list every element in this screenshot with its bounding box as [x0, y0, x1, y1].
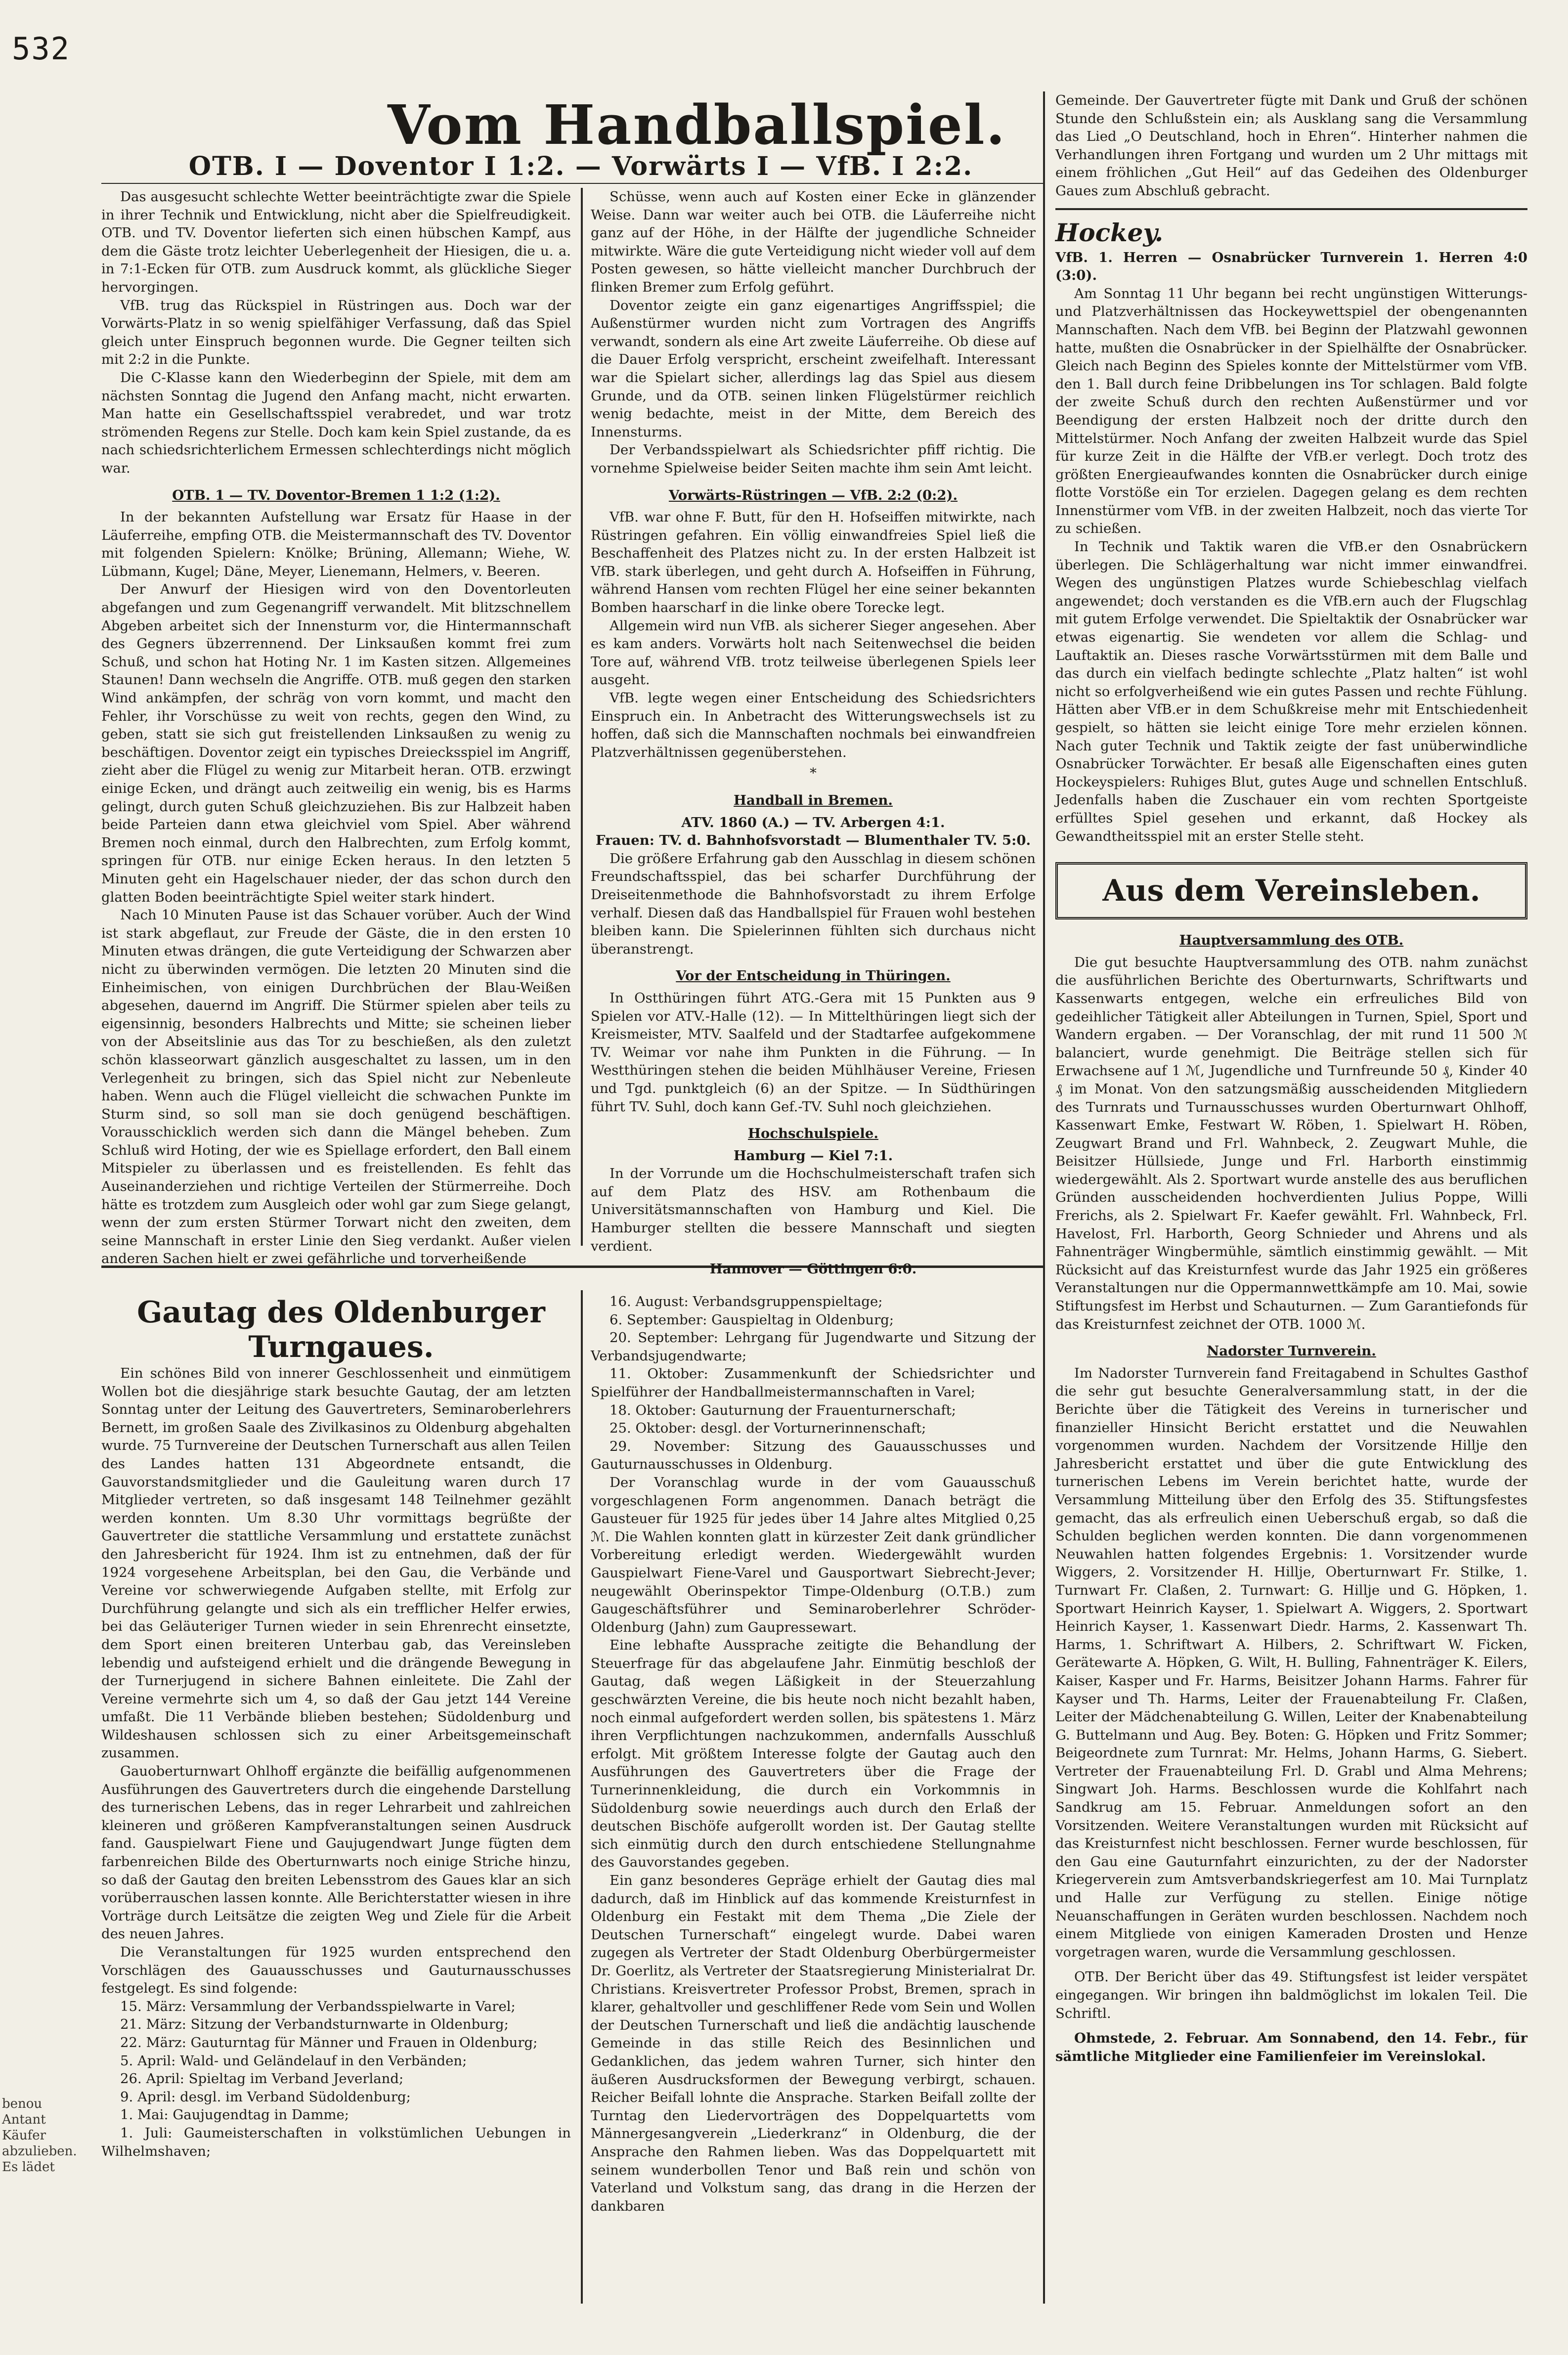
paragraph: Der Anwurf der Hiesigen wird von den Doventorleuten abgefangen und zum Gegenangriff verwandelt. Mit blitzschnellem Abgeben arbeitet sich der Innensturm vor, die Hintermannschaft des Gegners übzerrennend. Der Linksaußen kommt frei zum Schuß, und schon hat Hoting Nr. 1 im Kasten sitzen. Allgemeines Staunen! Dann wechseln die Angriffe. OTB. muß gegen den starken Wind ankämpfen, der schräg von vorn kommt, und macht den Fehler, ihr Vorschüsse zu weit von rechts, gegen den Wind, zu geben, statt sie sich gut freistellenden Linksaußen zu wenig zu beschäftigen. Doventor zeigt ein typisches Dreiecksspiel im Angriff, zieht aber die Flügel zu wenig zur Mitarbeit heran. OTB. erzwingt einige Ecken, und drängt auch zeitweilig ein wenig, bis es Harms gelingt, durch guten Schuß gleichzuziehen. Bis zur Halbzeit haben beide Parteien dann etwa gleichviel vom Spiel. Aber während Bremen noch einmal, durch den Halbrechten, zum Erfolg kommt, springen für OTB. nur einige Ecken heraus. In den letzten 5 Minuten geht ein Hagelschauer nieder, der das schon durch den glatten Boden beeinträchtigte Spiel weiter stark hindert.: [101, 581, 571, 905]
event-item: 15. März: Versammlung der Verbandsspielwarte in Varel;: [120, 1998, 516, 2014]
margin-note: [2, 2096, 77, 2175]
event-item: 21. März: Sitzung der Verbandsturnwarte in Oldenburg;: [120, 2016, 509, 2033]
paragraph: Ein ganz besonderes Gepräge erhielt der Gautag dies mal dadurch, daß im Hinblick auf das kommende Kreisturnfest in Oldenburg ein Festakt mit dem Thema „Die Ziele der Deutschen Turnerschaft“ eingelegt wurde. Dabei waren zugegen als Vertreter der Stadt Oldenburg Oberbürgermeister Dr. Goerlitz, als Vertreter der Staatsregierung Ministerialrat Dr. Christians. Kreisvertreter Professor Probst, Bremen, sprach in klarer, gehaltvoller und geschliffener Rede vom Sein und Wollen der Deutschen Turnerschaft und ließ die andächtig lauschende Gemeinde in das stille Reich des Besinnlichen und Gedanklichen, das jedem wahren Turner, sich hinter den äußeren Ausdrucksformen der Bewegung verbirgt, schauen. Reicher Beifall lohnte die Ansprache. Starken Beifall zollte der Turntag den Liedervorträgen des Doppelquartetts vom Männergesangverein „Liederkranz“ in Oldenburg, die der Ansprache den Rahmen lieben. Was das Doppelquartett mit seinem wunderbollen Tenor und Baß rein und schön von Vaterland und Volkstum sang, das drang in die Herzen der dankbaren: [591, 1873, 1036, 2214]
paragraph: Die C-Klasse kann den Wiederbeginn der Spiele, mit dem am nächsten Sonntag die Jugend den Anfang macht, nicht erwarten. Man hatte ein Gesellschaftsspiel verabredet, und war trotz strömenden Regens zur Stelle. Doch kam kein Spiel zustande, da es nach schiedsrichterlichem Ermessen schlechterdings nicht möglich war.: [101, 369, 571, 476]
paragraph: Nach 10 Minuten Pause ist das Schauer vorüber. Auch der Wind ist stark abgeflaut, zur Freude der Gäste, die in den ersten 10 Minuten etwas drängen, die gute Verteidigung der Schwarzen aber nicht zu überwinden vermögen. Die letzten 20 Minuten sind die Einheimischen, von einigen Durchbrüchen der Blau-Weißen abgesehen, dauernd im Angriff. Die Stürmer spielen aber teils zu eigensinnig, besonders Halbrechts und Mitte; sie scheinen lieber von der Abseitslinie aus das Tor zu beschießen, als den zuletzt schön klasseorwart gänzlich ausgeschaltet zu lassen, um in den Verlegenheit zu bringen, sich das Spiel nicht zur Nebenleute haben. Wenn auch die Flügel vielleicht die schwachen Punkte im Sturm sind, so soll man sie doch genügend beschäftigen. Vorausschicklich werden sich dann die Mängel beheben. Zum Schluß wird Hoting, der wie es Spiellage erfordert, den Ball einem Mitspieler zu überlassen und es freistellenden. Es fehlt das Auseinanderziehen und richtige Verteilen der Stürmerreihe. Doch hätte es trotzdem zum Ausgleich oder wohl gar zum Siege gelangt, wenn der zum ersten Stürmer Torwart nicht den zweiten, dem seine Mannschaft in erster Linie den Sieg verdankt. Außer vielen anderen Sachen hielt er zwei gefährliche und torverheißende: [101, 907, 571, 1267]
paragraph: In der bekannten Aufstellung war Ersatz für Haase in der Läuferreihe, empfing OTB. die Meistermannschaft des TV. Doventor mit folgenden Spielern: Knölke; Brüning, Allemann; Wiehe, W. Lübmann, Kugel; Däne, Meyer, Lienemann, Helmers, v. Beeren.: [101, 509, 571, 579]
gautag-column-1: [101, 1364, 571, 2304]
vereinsleben-box: [1055, 862, 1527, 919]
gautag-title: Gautag des Oldenburger Turngaues.: [137, 1295, 545, 1364]
event-item: 16. August: Verbandsgruppenspieltage;: [610, 1294, 883, 1309]
paragraph: In Ostthüringen führt ATG.-Gera mit 15 Punkten aus 9 Spielen vor ATV.-Halle (12). — In Mittelthüringen liegt sich der Kreismeister, MTV. Saalfeld und der Stadtarfee aufgekommene TV. Weimar vor nahe ihm Punkten in die Führung. — In Westthüringen stehen die beiden Mühlhäuser Vereine, Friesen und Tgd. punktgleich (6) an der Spitze. — In Südthüringen führt TV. Suhl, doch kann Gef.-TV. Suhl noch gleichziehen.: [591, 990, 1036, 1115]
event-item: 22. März: Gauturntag für Männer und Frauen in Oldenburg;: [120, 2034, 538, 2050]
event-item: 5. April: Wald- und Geländelauf in den Verbänden;: [120, 2052, 467, 2069]
paragraph: Der Voranschlag wurde in der vom Gauausschuß vorgeschlagenen Form angenommen. Danach beträgt die Gausteuer für 1925 für jedes über 14 Jahre altes Mitglied 0,25 ℳ. Die Wahlen konnten glatt in kürzester Zeit dank gründlicher Vorbereitung erledigt werden. Wiedergewählt wurden Gauspielwart Fiene-Varel und Gausportwart Siebrecht-Jever; neugewählt Oberinspektor Timpe-Oldenburg (O.T.B.) zum Gaugeschäftsführer und Seminaroberlehrer Schröder-Oldenburg (Jahn) zum Gaupressewart.: [591, 1474, 1036, 1635]
page-number: 532: [12, 31, 70, 67]
paragraph: Der Verbandsspielwart als Schiedsrichter pfiff richtig. Die vornehme Spielweise beider Seiten machte ihm sein Amt leicht.: [591, 442, 1036, 476]
gautag-column-2: [591, 1293, 1036, 2304]
paragraph: In Technik und Taktik waren die VfB.er den Osnabrückern überlegen. Die Schlägerhaltung war nicht immer einwandfrei. Wegen des ungünstigen Platzes wurde Schiebeschlag vielfach angewendet; doch verstanden es die VfB.ern auch der Flugschlag mit gutem Erfolge verwendet. Die Spieltaktik der Osnabrücker war etwas eigenartig. Sie wendeten vor allem die Schlag- und Lauftaktik an. Dieses rasche Vorwärtsstürmen mit dem Balle und das durch ein vielfach bedingte schlechte „Platz halten“ ist wohl nicht so erfolgverheißend wie ein gutes Passen und rechte Fühlung. Hätten aber VfB.er in dem Schußkreise mehr mit Entschiedenheit gespielt, so hätten sie leicht einige Tore mehr erzielen können. Nach guter Technik und Taktik zeigte der fast unüberwindliche Osnabrücker Torwächter. Er besaß alle Eigenschaften eines guten Hockeyspielers: Ruhiges Blut, gutes Auge und schnellen Entschluß. Jedenfalls haben die Zuschauer ein vom rechten Sportgeiste erfülltes Spiel gesehen und erkannt, daß Hockey als Gewandtheitsspiel mit an erster Stelle steht.: [1055, 539, 1527, 844]
handball-subtitle: OTB. I — Doventor I 1:2. — Vorwärts I — VfB. I 2:2.: [188, 151, 973, 181]
thueringen-heading: Vor der Entscheidung in Thüringen.: [676, 968, 951, 984]
paragraph: Am Sonntag 11 Uhr begann bei recht ungünstigen Witterungs- und Platzverhältnissen das Hockeywettspiel der obengenannten Mannschaften. Nach dem VfB. bei Beginn der Platzwahl gewonnen hatte, mußten die Osnabrücker in der Spielhälfte der Osnabrücker. Gleich nach Beginn des Spieles konnte der Mittelstürmer vom VfB. den 1. Ball durch feine Dribbelungen ins Tor schlagen. Bald folgte der zweite Schuß durch den rechten Außenstürmer und vor Beendigung der ersten Halbzeit noch der dritte durch den Mittelstürmer. Noch Anfang der zweiten Halbzeit wurde das Spiel für kurze Zeit in die Hälfte der VfB.er verlegt. Doch trotz des größten Energieaufwandes konnten die Osnabrücker durch einige flotte Vorstöße ein Tor erzielen. Dagegen gelang es dem rechten Innenstürmer vom VfB. in der zweiten Halbzeit, noch das vierte Tor zu schießen.: [1055, 285, 1527, 537]
bremen-result-1: ATV. 1860 (A.) — TV. Arbergen 4:1.: [681, 814, 945, 830]
margin-line: Käufer: [2, 2128, 46, 2143]
hockey-match-heading: VfB. 1. Herren — Osnabrücker Turnverein 1. Herren 4:0 (3:0).: [1055, 249, 1527, 284]
paragraph: Die größere Erfahrung gab den Ausschlag in diesem schönen Freundschaftsspiel, das bei scharfer Durchführung der Dreiseitenmethode die Bahnhofsvorstadt zu ihrem Erfolge verhalf. Diesen daß das Handballspiel für Frauen wohl bestehen bleiben kann. Die Spielerinnen fühlten sich durchaus nicht überanstrengt.: [591, 850, 1036, 957]
event-item: 6. September: Gauspieltag in Oldenburg;: [610, 1311, 894, 1328]
paragraph: Doventor zeigte ein ganz eigenartiges Angriffsspiel; die Außenstürmer wurden nicht zum Vortragen des Angriffs verwandt, sondern als eine Art zweite Läuferreihe. Ob diese auf die Dauer Erfolg verspricht, erscheint zweifelhaft. Interessant war die Spielart sicher, allerdings lag das Spiel aus diesem Grunde, und da OTB. seinen linken Flügelstürmer reichlich wenig bedachte, meist in der Mitte, dem Bereich des Innensturms.: [591, 297, 1036, 440]
vereinsleben-title: Aus dem Vereinsleben.: [1102, 873, 1481, 909]
paragraph: VfB. war ohne F. Butt, für den H. Hofseiffen mitwirkte, nach Rüstringen gefahren. Ein völlig einwandfreies Spiel ließ die Beschaffenheit des Platzes nicht zu. In der ersten Halbzeit ist VfB. stark überlegen, und geht durch A. Hofseiffen in Führung, während Hansen vom rechten Flügel her eine seiner bekannten Bomben haarscharf in die linke obere Torecke legt.: [591, 509, 1036, 616]
event-item: 25. Oktober: desgl. der Vorturnerinnenschaft;: [610, 1420, 926, 1437]
nadorst-heading: Nadorster Turnverein.: [1207, 1343, 1376, 1359]
hochschul-result-1: Hamburg — Kiel 7:1.: [733, 1147, 893, 1164]
paragraph: VfB. trug das Rückspiel in Rüstringen aus. Doch war der Vorwärts-Platz in so wenig spielfähiger Verfassung, daß das Spiel gleich unter Einspruch begonnen wurde. Die Gegner teilten sich mit 2:2 in die Punkte.: [101, 297, 571, 368]
margin-line: abzulieben.: [2, 2144, 77, 2159]
paragraph: Schüsse, wenn auch auf Kosten einer Ecke in glänzender Weise. Dann war weiter auch bei OTB. die Läuferreihe nicht ganz auf der Höhe, in der Hälfte der jugendliche Schneider mitwirkte. Wäre die gute Verteidigung nicht wieder voll auf dem Posten gewesen, so hätte vielleicht mancher Durchbruch der flinken Bremer zum Erfolg geführt.: [591, 189, 1036, 295]
separator-star: *: [810, 765, 817, 782]
paragraph: In der Vorrunde um die Hochschulmeisterschaft trafen sich auf dem Platz des HSV. am Rothenbaum die Universitätsmannschaften von Hamburg und Kiel. Die Hamburger stellten die bessere Mannschaft und siegten verdient.: [591, 1166, 1036, 1254]
hochschul-result-2: Hannover — Göttingen 6:0.: [709, 1261, 917, 1277]
paragraph: Gauoberturnwart Ohlhoff ergänzte die beifällig aufgenommenen Ausführungen des Gauvertreters durch die eingehende Darstellung des turnerischen Lebens, das in reger Lehrarbeit und zahlreichen kleineren und größeren Kampfveranstaltungen seinen Ausdruck fand. Gauspielwart Fiene und Gaujugendwart Junge fügten dem farbenreichen Bilde des Oberturnwarts noch einige Striche hinzu, so daß der Gautag den breiten Lebensstrom des Gaues klar an sich vorüberrauschen lassen konnte. Alle Berichterstatter wiesen in ihre Vorträge durch Leitsätze die zeigten Weg und Ziele für die Arbeit des neuen Jahres.: [101, 1763, 571, 1942]
title-rule: [101, 183, 1043, 184]
paragraph: Gemeinde. Der Gauvertreter fügte mit Dank und Gruß der schönen Stunde den Schlußstein ein; als Ausklang sang die Versammlung das Lied „O Deutschland, hoch in Ehren“. Hinterher nahmen die Verhandlungen ihren Fortgang und wurden um 2 Uhr mittags mit einem fröhlichen „Gut Heil“ auf das Gedeihen des Oldenburger Gaues zum Abschluß gebracht.: [1055, 92, 1527, 199]
hockey-title: Hockey.: [1055, 218, 1164, 247]
paragraph: Die gut besuchte Hauptversammlung des OTB. nahm zunächst die ausführlichen Berichte des Oberturnwarts, Schriftwarts und Kassenwarts entgegen, welche ein erfreuliches Bild von gedeihlicher Tätigkeit aller Abteilungen in Turnen, Spiel, Sport und Wandern ergaben. — Der Voranschlag, der mit rund 11 500 ℳ balanciert, wurde genehmigt. Die Beiträge stellen sich für Erwachsene auf 1 ℳ, Jugendliche und Turnfreunde 50 ₰, Kinder 40 ₰ im Monat. Von den satzungsmäßig ausscheidenden Mitgliedern des Turnrats und Turnausschusses wurden Oberturnwart Ohlhoff, Kassenwart Emke, Festwart W. Röben, 1. Spielwart H. Röben, Zeugwart Brand und Frl. Wahnbeck, 2. Zeugwart Muhle, die Beisitzer Hüllsiede, Junge und Frl. Harborth einstimmig wiedergewählt. Als 2. Sportwart wurde anstelle des aus beruflichen Gründen ausscheidenden hochverdienten Julius Poppe, Willi Frerichs, als 2. Spielwart Fr. Kaefer gewählt. Frl. Wahnbeck, Frl. Havelost, Frl. Harborth, Georg Schnieder und Ahrens und als Fahnenträger Wingbermühle, sämtlich einstimmig gewählt. — Mit Rücksicht auf das Kreisturnfest wurde das Jahr 1925 ein größeres Veranstaltungen nur die Oppermannwettkämpfe am 10. Mai, sowie Stiftungsfest im Herbst und Schauturnen. — Zum Garantiefonds für das Kreisturnfest zeichnet der OTB. 1000 ℳ.: [1055, 954, 1527, 1332]
event-item: 1. Mai: Gaujugendtag in Damme;: [120, 2107, 349, 2123]
margin-line: benou: [2, 2096, 43, 2111]
handball-column-1: [101, 188, 571, 1267]
event-item: 29. November: Sitzung des Gauausschusses und Gauturnausschusses in Oldenburg.: [591, 1438, 1036, 1473]
divider: [1055, 205, 1527, 210]
paragraph: Die Veranstaltungen für 1925 wurden entsprechend den Vorschlägen des Gauausschusses und Gauturnausschusses festgelegt. Es sind folgende:: [101, 1944, 571, 1997]
margin-line: Antant: [2, 2112, 46, 2127]
event-item: 20. September: Lehrgang für Jugendwarte und Sitzung der Verbandsjugendwarte;: [591, 1330, 1036, 1364]
match-heading: Vorwärts-Rüstringen — VfB. 2:2 (0:2).: [668, 487, 958, 503]
event-item: 26. April: Spieltag im Verband Jeverland;: [120, 2071, 404, 2087]
event-item: 1. Juli: Gaumeisterschaften in volkstümlichen Uebungen in Wilhelmshaven;: [101, 2125, 571, 2159]
event-item: 18. Oktober: Gauturnung der Frauenturnerschaft;: [610, 1402, 957, 1418]
column-rule-3: [581, 1290, 583, 2304]
paragraph: Ohmstede, 2. Februar. Am Sonnabend, den 14. Febr., für sämtliche Mitglieder eine Familienfeier im Vereinslokal.: [1055, 2030, 1527, 2064]
column-rule-1: [581, 188, 583, 1246]
handball-title: Vom Handballspiel.: [388, 93, 1006, 157]
right-column: [1055, 91, 1527, 2301]
bremen-heading: Handball in Bremen.: [734, 792, 893, 808]
match-heading: OTB. 1 — TV. Doventor-Bremen 1 1:2 (1:2).: [172, 487, 500, 503]
paragraph: Eine lebhafte Aussprache zeitigte die Behandlung der Steuerfrage für das abgelaufene Jahr. Einmütig beschloß der Gautag, daß wegen Läßigkeit in der Steuerzahlung geschwärzten Vereine, die bis heute noch nicht bezahlt haben, noch einmal aufgefordert werden sollen, bis spätestens 1. März ihren Verpflichtungen nachzukommen, andernfalls Ausschluß erfolgt. Mit größtem Interesse folgte der Gautag auch den Ausführungen des Gauvertreters über die Frage der Turnerinnenkleidung, die durch ein Vorkommnis in Südoldenburg sowie neuerdings auch durch den Erlaß der deutschen Bischöfe aufgerollt worden ist. Der Gautag stellte sich einmütig durch den durch entschiedene Stellungnahme des Gauvorstandes gegeben.: [591, 1637, 1036, 1871]
bremen-result-2: Frauen: TV. d. Bahnhofsvorstadt — Blumenthaler TV. 5:0.: [595, 832, 1031, 849]
paragraph: VfB. legte wegen einer Entscheidung des Schiedsrichters Einspruch ein. In Anbetracht des Witterungswechsels ist zu hoffen, daß sich die Mannschaften nochmals bei einwandfreien Platzverhältnissen gegenüberstehen.: [591, 690, 1036, 760]
column-rule-2: [1043, 91, 1045, 2304]
handball-column-2: [591, 188, 1036, 1277]
hochschul-heading: Hochschulspiele.: [748, 1126, 878, 1142]
margin-line: Es lädet: [2, 2160, 55, 2175]
paragraph: Im Nadorster Turnverein fand Freitagabend in Schultes Gasthof die sehr gut besuchte Generalversammlung statt, in der die Berichte über die Tätigkeit des Vereins in turnerischer und finanzieller Hinsicht Bericht erstattet und die Neuwahlen vorgenommen wurden. Nachdem der Vorsitzende Hillje den Jahresbericht erstattet und über die gute Entwicklung des turnerischen Lebens im Verein berichtet hatte, wurde der Versammlung Mitteilung über den Erfolg des 35. Stiftungsfestes gemacht, das als erfreulich einen Ueberschuß ergab, so daß die Schulden beglichen werden konnten. Die dann vorgenommenen Neuwahlen hatten folgendes Ergebnis: 1. Vorsitzender wurde Wiggers, 2. Vorsitzender H. Hillje, Oberturnwart Fr. Stilke, 1. Turnwart Fr. Claßen, 2. Turnwart: G. Hillje und G. Höpken, 1. Sportwart Heinrich Kayser, 1. Spielwart A. Wiggers, 2. Sportwart Heinrich Kayser, 1. Kassenwart Diedr. Harms, 2. Kassenwart Th. Harms, 1. Schriftwart A. Hilbers, 2. Schriftwart W. Ficken, Gerätewarte A. Höpken, G. Wilt, H. Bulling, Fahnenträger K. Eilers, Kaiser, Kasper und Fr. Harms, Beisitzer Johann Harms. Fahrer für Kayser und Th. Harms, Leiter der Frauenabteilung Fr. Claßen, Leiter der Mädchenabteilung G. Willen, Leiter der Knabenabteilung G. Buttelmann und Aug. Bey. Boten: G. Höpken und Fritz Sommer; Beigeordnete zum Turnrat: Mr. Helms, Johann Harms, G. Siebert. Vertreter der Frauenabteilung Frl. D. Grabl und Alma Mehrens; Singwart Joh. Harms. Beschlossen wurde die Kohlfahrt nach Sandkrug am 15. Februar. Anmeldungen sofort an den Vorsitzenden. Weitere Veranstaltungen wurden mit Rücksicht auf das Kreisturnfest nicht beschlossen. Ferner wurde beschlossen, für den Gau eine Gauturnfahrt einzurichten, zu der der Nadorster Kriegerverein zum Amtsverbandskriegerfest am 10. Mai Turnplatz und Halle zur Verfügung zu stellen. Einige nötige Neuanschaffungen in Geräten wurden beschlossen. Nachdem noch einem Mitgliede von einigen Kameraden Drosten und Henze vorgetragen waren, wurde die Versammlung geschlossen.: [1055, 1365, 1527, 1960]
event-item: 11. Oktober: Zusammenkunft der Schiedsrichter und Spielführer der Handballmeistermannschaften in Varel;: [591, 1366, 1036, 1400]
paragraph: OTB. Der Bericht über das 49. Stiftungsfest ist leider verspätet eingegangen. Wir bringen ihn baldmöglichst im lokalen Teil. Die Schriftl.: [1055, 1969, 1527, 2021]
paragraph: Das ausgesucht schlechte Wetter beeinträchtigte zwar die Spiele in ihrer Technik und Entwicklung, nicht aber die Spielfreudigkeit. OTB. und TV. Doventor lieferten sich einen hübschen Kampf, aus dem die Gäste trotz leichter Ueberlegenheit der Hiesigen, die u. a. in 7:1-Ecken für OTB. zum Ausdruck kommt, als glückliche Sieger hervorgingen.: [101, 189, 571, 295]
paragraph: Ein schönes Bild von innerer Geschlossenheit und einmütigem Wollen bot die diesjährige stark besuchte Gautag, der am letzten Sonntag unter der Leitung des Gauvertreters, Seminaroberlehrers Bernett, im großen Saale des Zivilkasinos zu Oldenburg abgehalten wurde. 75 Turnvereine der Deutschen Turnerschaft aus allen Teilen des Landes hatten 131 Abgeordnete entsandt, die Gauvorstandsmitglieder und die Gauleitung waren durch 17 Mitglieder vertreten, so daß insgesamt 148 Teilnehmer gezählt werden konnten. Um 8.30 Uhr vormittags begrüßte der Gauvertreter die stattliche Versammlung und erstattete zunächst den Jahresbericht für 1924. Ihm ist zu entnehmen, daß der für 1924 vorgesehene Arbeitsplan, bei den Gau, die Verbände und Vereine vor schwerwiegende Aufgaben stellte, mit Erfolg zur Durchführung gelangte und sich als ein trefflicher Helfer erwies, bei das Geläuteriger Turnen wieder in sein Ehrenrecht einsetzte, dem Sport einen breiteren Unterbau gab, das Vereinsleben lebendig und aufsteigend erhielt und die drängende Bewegung in der Turnerjugend in sichere Bahnen einleitete. Die Zahl der Vereine vermehrte sich um 4, so daß der Gau jetzt 144 Vereine umfaßt. Die 11 Verbände blieben bestehen; Südoldenburg und Wildeshausen schlossen sich zu einer Arbeitsgemeinschaft zusammen.: [101, 1365, 571, 1761]
paragraph: Allgemein wird nun VfB. als sicherer Sieger angesehen. Aber es kam anders. Vorwärts holt nach Seitenwechsel die beiden Tore auf, während VfB. trotz teilweise überlegenen Spiels leer ausgeht.: [591, 617, 1036, 688]
event-item: 9. April: desgl. im Verband Südoldenburg;: [120, 2089, 411, 2105]
hauptversammlung-heading: Hauptversammlung des OTB.: [1179, 932, 1404, 949]
